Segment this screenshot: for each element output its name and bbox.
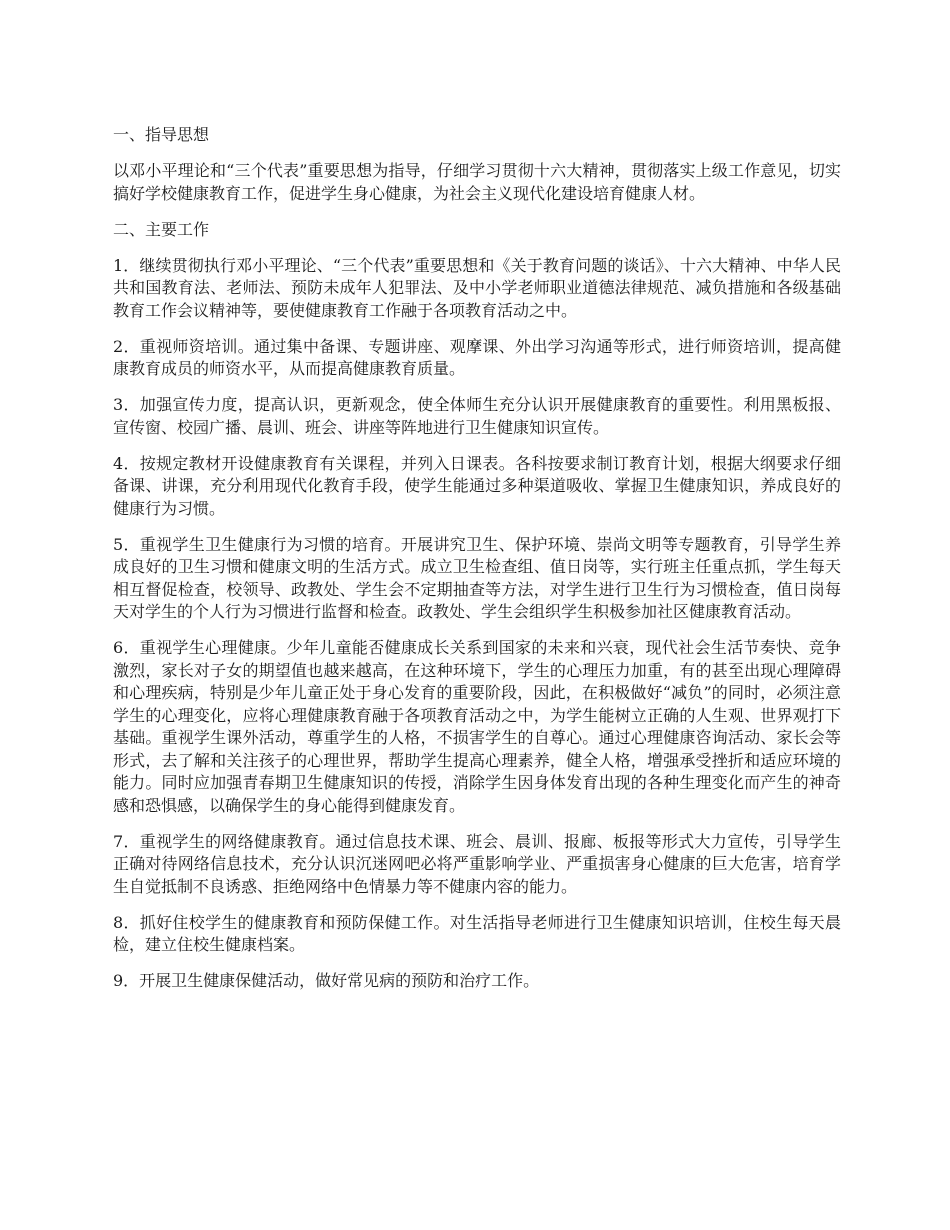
- work-item-5: 5．重视学生卫生健康行为习惯的培育。开展讲究卫生、保护环境、崇尚文明等专题教育，引导学生养成良好的卫生习惯和健康文明的生活方式。成立卫生检查组、值日岗等，实行班主任重点抓，学生每天相互督促检查，校领导、政教处、学生会不定期抽查等方法，对学生进行卫生行为习惯检查，值日岗每天对学生的个人行为习惯进行监督和检查。政教处、学生会组织学生积极参加社区健康教育活动。: [113, 534, 841, 621]
- guiding-ideology-paragraph: 以邓小平理论和“三个代表”重要思想为指导，仔细学习贯彻十六大精神，贯彻落实上级工作意见，切实搞好学校健康教育工作，促进学生身心健康，为社会主义现代化建设培育健康人材。: [113, 161, 841, 203]
- section-heading-main-work: 二、主要工作: [113, 219, 210, 239]
- work-item-9: 9．开展卫生健康保健活动，做好常见病的预防和治疗工作。: [113, 971, 540, 990]
- work-item-6: 6．重视学生心理健康。少年儿童能否健康成长关系到国家的未来和兴衰，现代社会生活节奏快、竞争激烈，家长对子女的期望值也越来越高，在这种环境下，学生的心理压力加重，有的甚至出现心理障碍和心理疾病，特别是少年儿童正处于身心发育的重要阶段，因此，在积极做好“减负”的同时，必须注意学生的心理变化，应将心理健康教育融于各项教育活动之中，为学生能树立正确的人生观、世界观打下基础。重视学生课外活动，尊重学生的人格，不损害学生的自尊心。通过心理健康咨询活动、家长会等形式，去了解和关注孩子的心理世界，帮助学生提高心理素养，健全人格，增强承受挫折和适应环境的能力。同时应加强青春期卫生健康知识的传授，消除学生因身体发育出现的各种生理变化而产生的神奇感和恐惧感，以确保学生的身心能得到健康发育。: [113, 638, 841, 815]
- document-body: [113, 124, 841, 1006]
- work-item-4: 4．按规定教材开设健康教育有关课程，并列入日课表。各科按要求制订教育计划，根据大纲要求仔细备课、讲课，充分利用现代化教育手段，使学生能通过多种渠道吸收、掌握卫生健康知识，养成良好的健康行为习惯。: [113, 453, 841, 518]
- work-item-1: 1．继续贯彻执行邓小平理论、“三个代表”重要思想和《关于教育问题的谈话》、十六大精神、中华人民共和国教育法、老师法、预防未成年人犯罪法、及中小学老师职业道德法律规范、减负措施和各级基础教育工作会议精神等，要使健康教育工作融于各项教育活动之中。: [113, 255, 841, 320]
- section-heading-guiding-ideology: 一、指导思想: [113, 125, 210, 144]
- work-item-8: 8．抓好住校学生的健康教育和预防保健工作。对生活指导老师进行卫生健康知识培训，住校生每天晨检，建立住校生健康档案。: [113, 912, 841, 954]
- work-item-3: 3．加强宣传力度，提高认识，更新观念，使全体师生充分认识开展健康教育的重要性。利用黑板报、宣传窗、校园广播、晨训、班会、讲座等阵地进行卫生健康知识宣传。: [113, 395, 841, 437]
- work-item-2: 2．重视师资培训。通过集中备课、专题讲座、观摩课、外出学习沟通等形式，进行师资培训，提高健康教育成员的师资水平，从而提高健康教育质量。: [113, 336, 841, 378]
- work-item-7: 7．重视学生的网络健康教育。通过信息技术课、班会、晨训、报廊、板报等形式大力宣传，引导学生正确对待网络信息技术，充分认识沉迷网吧必将严重影响学业、严重损害身心健康的巨大危害，培育学生自觉抵制不良诱惑、拒绝网络中色情暴力等不健康内容的能力。: [113, 831, 841, 896]
